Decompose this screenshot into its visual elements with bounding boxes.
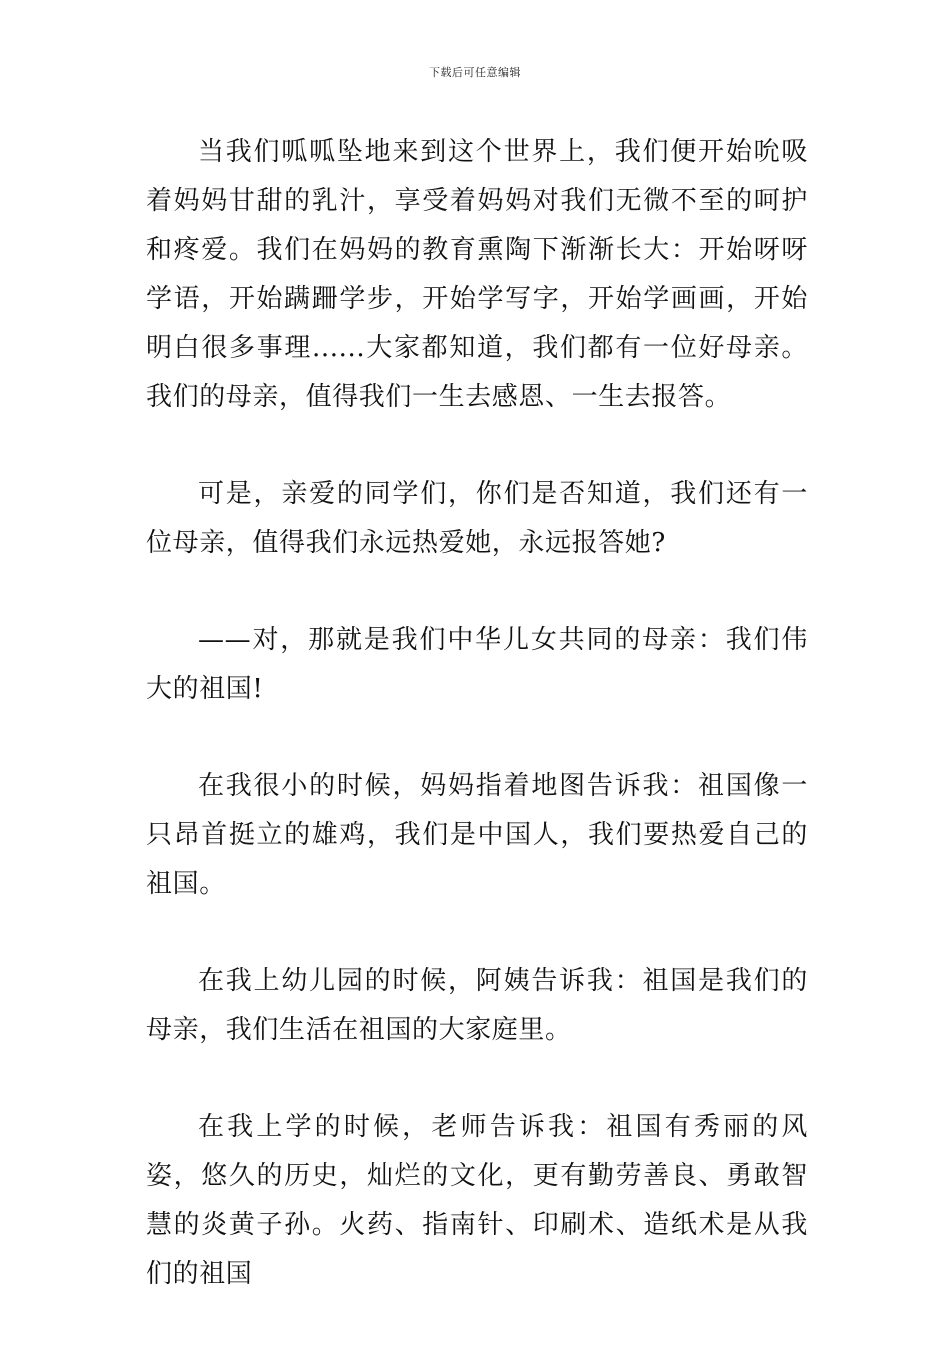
header-note: 下载后可任意编辑	[429, 66, 521, 79]
paragraph-3: ——对，那就是我们中华儿女共同的母亲：我们伟大的祖国!	[146, 625, 808, 704]
paragraph-4: 在我很小的时候，妈妈指着地图告诉我：祖国像一只昂首挺立的雄鸡，我们是中国人，我们要热爱自己的祖国。	[146, 771, 808, 899]
paragraph-5: 在我上幼儿园的时候，阿姨告诉我：祖国是我们的母亲，我们生活在祖国的大家庭里。	[146, 966, 808, 1045]
paragraph-2: 可是，亲爱的同学们，你们是否知道，我们还有一位母亲，值得我们永远热爱她，永远报答她?	[146, 479, 808, 558]
paragraph-6: 在我上学的时候，老师告诉我：祖国有秀丽的风姿，悠久的历史，灿烂的文化，更有勤劳善良、勇敢智慧的炎黄子孙。火药、指南针、印刷术、造纸术是从我们的祖国	[146, 1112, 808, 1289]
document-body	[146, 128, 808, 1347]
paragraph-1: 当我们呱呱坠地来到这个世界上，我们便开始吮吸着妈妈甘甜的乳汁，享受着妈妈对我们无微不至的呵护和疼爱。我们在妈妈的教育熏陶下渐渐长大：开始呀呀学语，开始蹒跚学步，开始学写字，开始学画画，开始明白很多事理......大家都知道，我们都有一位好母亲。我们的母亲，值得我们一生去感恩、一生去报答。	[146, 137, 808, 412]
